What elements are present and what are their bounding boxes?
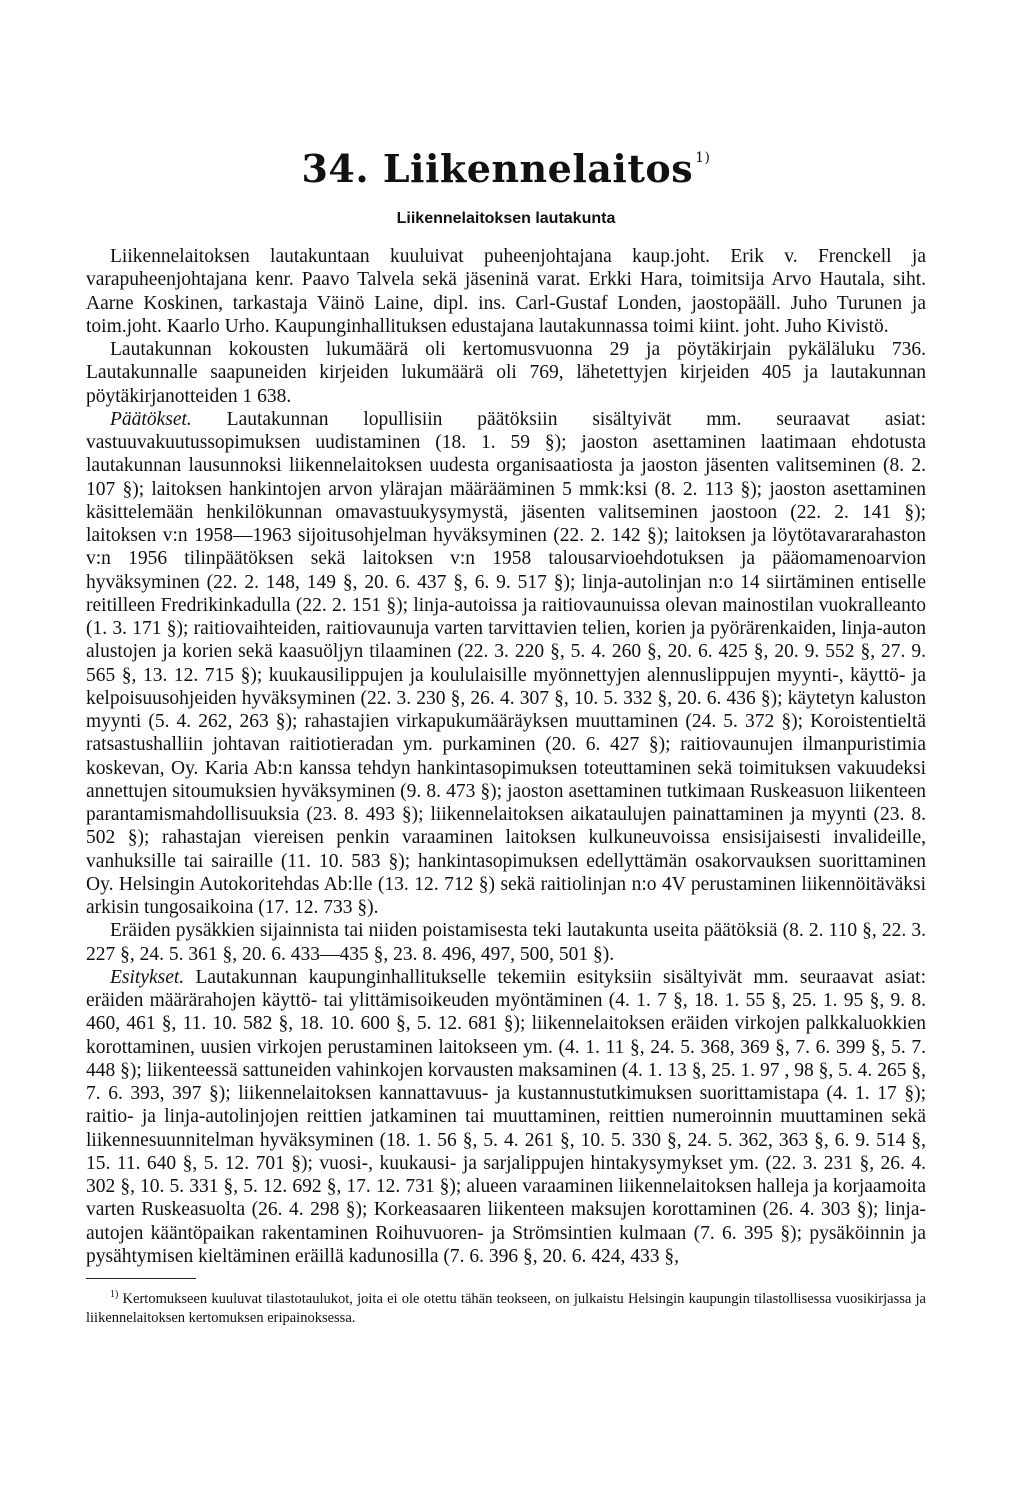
chapter-title bbox=[86, 128, 926, 199]
decisions-lead: Päätökset. bbox=[110, 408, 192, 430]
paragraph-meetings: Lautakunnan kokousten lukumäärä oli kertomusvuonna 29 ja pöytäkirjain pykäläluku 736. Lautakunnalle saapuneiden kirjeiden lukumäärä oli 769, lähetettyjen kirjeiden 405 ja lautakunnan pöytäkirjanotteiden 1 638. bbox=[86, 339, 926, 407]
section-subtitle: Liikennelaitoksen lautakunta bbox=[396, 210, 616, 227]
proposals-text: Lautakunnan kaupunginhallitukselle tekemiin esityksiin sisältyivät mm. seuraavat asiat: eräiden määrärahojen käyttö- tai ylittämisoikeuden myöntäminen (4. 1. 7 §, 18. 1. 55 §, 25. 1. 95 §, 9. 8. 460, 461 §, 11. 10. 582 §, 18. 10. 600 §, 5. 12. 681 §); liikennelaitoksen eräiden virkojen palkkaluokkien korottaminen, uusien virkojen perustaminen laitokseen ym. (4. 1. 11 §, 24. 5. 368, 369 §, 7. 6. 399 §, 5. 7. 448 §); liikenteessä sattuneiden vahinkojen korvausten maksaminen (4. 1. 13 §, 25. 1. 97 , 98 §, 5. 4. 265 §, 7. 6. 393, 397 §); liikennelaitoksen kannattavuus- ja kustannustutkimuksen suorittamistapa (4. 1. 17 §); raitio- ja linja-autolinjojen reittien jatkaminen tai muuttaminen, reittien numeroinnin muuttaminen sekä liikennesuunnitelman hyväksyminen (18. 1. 56 §, 5. 4. 261 §, 10. 5. 330 §, 24. 5. 362, 363 §, 6. 9. 514 §, 15. 11. 640 §, 5. 12. 701 §); vuosi-, kuukausi- ja sarjalippujen hintakysymykset ym. (22. 3. 231 §, 26. 4. 302 §, 10. 5. 331 §, 5. 12. 692 §, 17. 12. 731 §); alueen varaaminen liikennelaitoksen halleja ja korjaamoita varten Ruskeasuolta (26. 4. 298 §); Korkeasaaren liikenteen maksujen korottaminen (26. 4. 303 §); linja-autojen kääntöpaikan rakentaminen Roihuvuoren- ja Strömsintien kulmaan (7. 6. 395 §); pysäköinnin ja pysähtymisen kieltäminen eräillä kadunosilla (7. 6. 396 §, 20. 6. 424, 433 §, bbox=[86, 966, 926, 1267]
paragraph-stops: Eräiden pysäkkien sijainnista tai niiden poistamisesta teki lautakunta useita päätöksiä (8. 2. 110 §, 22. 3. 227 §, 24. 5. 361 §, 20. 6. 433—435 §, 23. 8. 496, 497, 500, 501 §). bbox=[86, 920, 926, 965]
footnote-divider bbox=[86, 1278, 196, 1279]
footnote-text: Kertomukseen kuuluvat tilastotaulukot, joita ei ole otettu tähän teokseen, on julkaistu Helsingin kaupungin tilastollisessa vuosikirjassa ja liikennelaitoksen kertomuksen eripainoksessa. bbox=[86, 1290, 926, 1326]
proposals-lead: Esitykset. bbox=[110, 966, 185, 988]
document-page bbox=[86, 128, 926, 1328]
paragraph-members: Liikennelaitoksen lautakuntaan kuuluivat puheenjohtajana kaup.joht. Erik v. Frenckell ja varapuheenjohtajana kenr. Paavo Talvela sekä jäseninä varat. Erkki Hara, toimitsija Arvo Hautala, siht. Aarne Koskinen, tarkastaja Väinö Laine, dipl. ins. Carl-Gustaf Londen, jaostopääll. Juho Turunen ja toim.joht. Kaarlo Urho. Kaupunginhallituksen edustajana lautakunnassa toimi kiint. joht. Juho Kivistö. bbox=[86, 246, 926, 337]
decisions-text: Lautakunnan lopullisiin päätöksiin sisältyivät mm. seuraavat asiat: vastuuvakuutussopimuksen uudistaminen (18. 1. 59 §); jaoston asettaminen laatimaan ehdotusta lautakunnan lausunnoksi liikennelaitoksen uudesta organisaatiosta ja jaoston jäsenten valitseminen (8. 2. 107 §); laitoksen hankintojen arvon ylärajan määrääminen 5 mmk:ksi (8. 2. 113 §); jaoston asettaminen käsittelemään henkilökunnan omavastuukysymystä, jäsenten valitseminen jaostoon (22. 2. 141 §); laitoksen v:n 1958—1963 sijoitusohjelman hyväksyminen (22. 2. 142 §); laitoksen ja löytötavararahaston v:n 1956 tilinpäätöksen sekä laitoksen v:n 1958 talousarvioehdotuksen ja pääomamenoarvion hyväksyminen (22. 2. 148, 149 §, 20. 6. 437 §, 6. 9. 517 §); linja-autolinjan n:o 14 siirtäminen entiselle reitilleen Fredrikinkadulla (22. 2. 151 §); linja-autoissa ja raitiovaunuissa olevan mainostilan vuokralleanto (1. 3. 171 §); raitiovaihteiden, raitiovaunuja varten tarvittavien telien, korien ja pyörärenkaiden, linja-auton alustojen ja korien sekä kaasuöljyn tilaaminen (22. 3. 220 §, 5. 4. 260 §, 20. 6. 425 §, 20. 9. 552 §, 27. 9. 565 §, 13. 12. 715 §); kuukausilippujen ja koululaisille myönnettyjen alennuslippujen myynti-, käyttö- ja kelpoisuusohjeiden hyväksyminen (22. 3. 230 §, 26. 4. 307 §, 10. 5. 332 §, 20. 6. 436 §); käytetyn kaluston myynti (5. 4. 262, 263 §); rahastajien virkapukumääräyksen muuttaminen (24. 5. 372 §); Koroistentieltä ratsastushalliin johtavan raitiotieradan ym. purkaminen (20. 6. 427 §); raitiovaunujen ilmanpuristimia koskevan, Oy. Karia Ab:n kanssa tehdyn hankintasopimuksen toteuttaminen sekä toimituksen vakuudeksi annettujen sitoumuksien hyväksyminen (9. 8. 473 §); jaoston asettaminen tutkimaan Ruskeasuon liikenteen parantamismahdollisuuksia (23. 8. 493 §); liikennelaitoksen aikataulujen painattaminen ja myynti (23. 8. 502 §); rahastajan viereisen penkin varaaminen laitoksen kulkuneuvoissa ensisijaisesti invalideille, vanhuksille tai sairaille (11. 10. 583 §); hankintasopimuksen edellyttämän osakorvauksen suorittaminen Oy. Helsingin Autokoritehdas Ab:lle (13. 12. 712 §) sekä raitiolinjan n:o 4V perustaminen liikennöitäväksi arkisin tungosaikoina (17. 12. 733 §). bbox=[86, 408, 926, 918]
footnote-mark: 1) bbox=[110, 1289, 119, 1300]
paragraph-decisions bbox=[86, 408, 926, 920]
paragraph-proposals bbox=[86, 966, 926, 1268]
footnote-reference: 1) bbox=[695, 150, 711, 166]
chapter-title-text: 34. Liikennelaitos bbox=[301, 146, 694, 191]
footnote bbox=[86, 1285, 926, 1328]
